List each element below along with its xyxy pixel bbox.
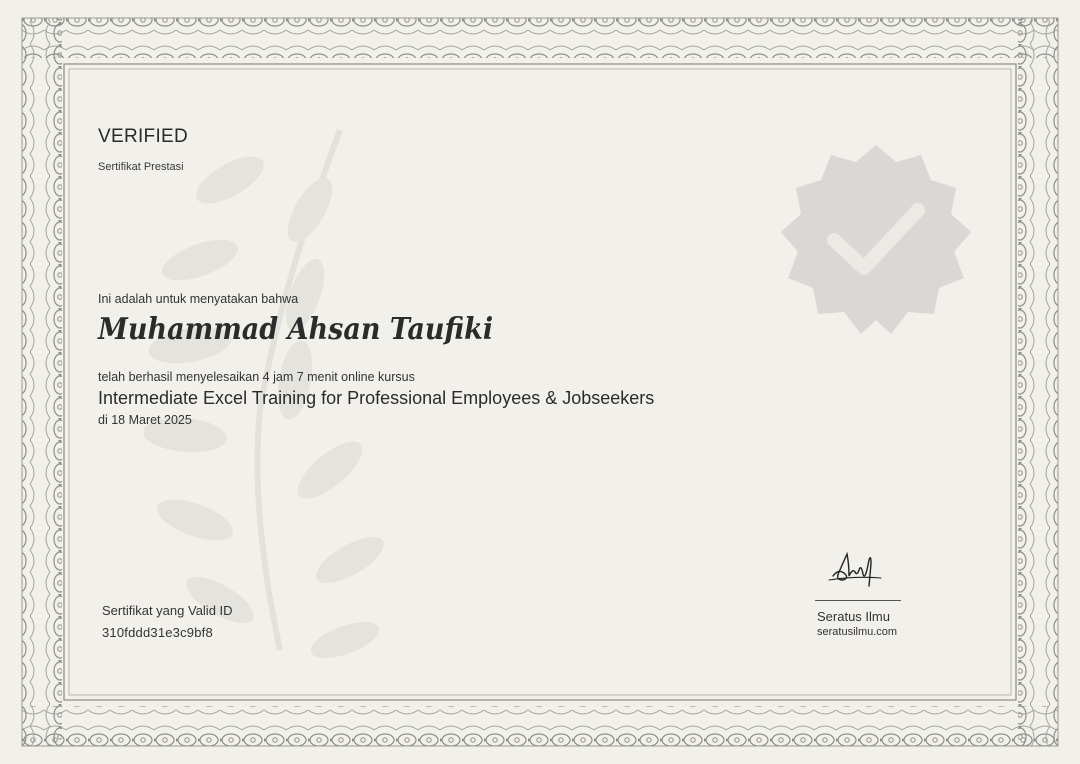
valid-id-label: Sertifikat yang Valid ID [102,603,233,618]
verified-check-seal-icon [776,140,976,340]
issuer-website: seratusilmu.com [817,626,898,638]
intro-statement: Ini adalah untuk menyatakan bahwa [98,292,299,306]
completion-date: di 18 Maret 2025 [98,413,192,427]
signature-line [815,600,901,601]
course-title: Intermediate Excel Training for Professional Employees & Jobseekers [98,388,655,408]
certificate-id: 310fddd31e3c9bf8 [102,625,213,640]
recipient-name: Muhammad Ahsan Taufiki [98,312,494,347]
completion-statement: telah berhasil menyelesaikan 4 jam 7 menit online kursus [98,370,415,384]
issuer-name: Seratus Ilmu [817,609,890,624]
certificate-subtitle: Sertifikat Prestasi [98,161,184,173]
verified-heading: VERIFIED [98,126,189,147]
handwritten-signature [825,546,885,590]
